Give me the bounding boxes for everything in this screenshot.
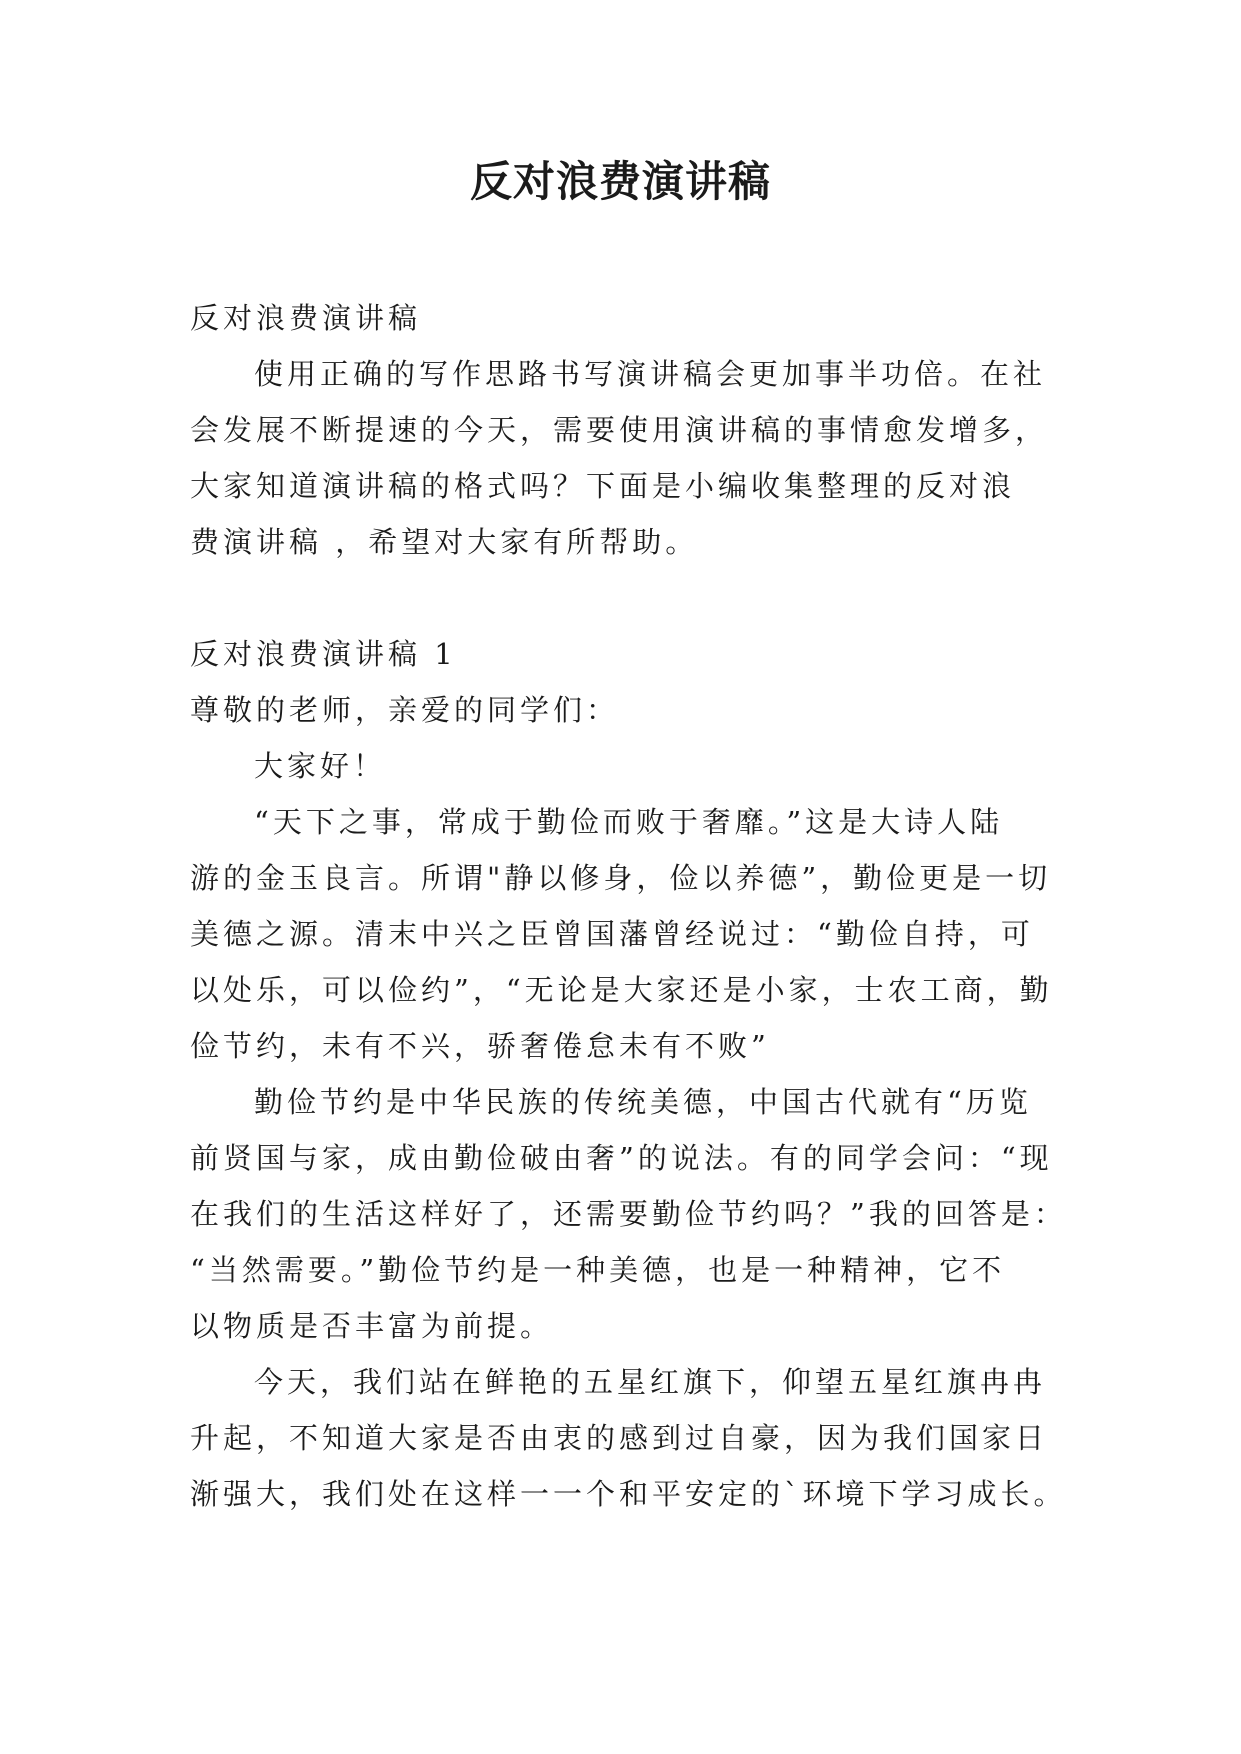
paragraph-3-line: 升起，不知道大家是否由衷的感到过自豪，因为我们国家日 — [190, 1421, 1049, 1455]
paragraph-1-line: 游的金玉良言。所谓"静以修身，俭以养德”，勤俭更是一切 — [190, 861, 1052, 895]
intro-paragraph-line: 大家知道演讲稿的格式吗？下面是小编收集整理的反对浪 — [190, 469, 1016, 503]
salutation: 尊敬的老师，亲爱的同学们： — [190, 693, 620, 727]
document-body — [190, 290, 1070, 1522]
paragraph-2-line: 以物质是否丰富为前提。 — [190, 1309, 554, 1343]
paragraph-2-line: 前贤国与家，成由勤俭破由奢”的说法。有的同学会问：“现 — [190, 1141, 1053, 1175]
paragraph-1-line: 俭节约，未有不兴，骄奢倦怠未有不败” — [190, 1029, 770, 1063]
paragraph-2-line: 勤俭节约是中华民族的传统美德，中国古代就有“历览 — [254, 1085, 1032, 1119]
intro-paragraph-line: 使用正确的写作思路书写演讲稿会更加事半功倍。在社 — [254, 357, 1047, 391]
section-heading-speech-1: 反对浪费演讲稿 1 — [190, 637, 457, 671]
paragraph-1-line: 以处乐，可以俭约”，“无论是大家还是小家，士农工商，勤 — [190, 973, 1053, 1007]
paragraph-1-line: “天下之事，常成于勤俭而败于奢靡。”这是大诗人陆 — [254, 805, 1004, 839]
intro-paragraph-line: 会发展不断提速的今天，需要使用演讲稿的事情愈发增多， — [190, 413, 1049, 447]
paragraph-gap — [190, 570, 1070, 626]
intro-paragraph-line: 费演讲稿 ，希望对大家有所帮助。 — [190, 525, 699, 559]
paragraph-3-line: 今天，我们站在鲜艳的五星红旗下，仰望五星红旗冉冉 — [254, 1365, 1047, 1399]
paragraph-1-line: 美德之源。清末中兴之臣曾国藩曾经说过：“勤俭自持，可 — [190, 917, 1034, 951]
paragraph-2-line: “当然需要。”勤俭节约是一种美德，也是一种精神，它不 — [190, 1253, 1006, 1287]
section-heading-intro: 反对浪费演讲稿 — [190, 301, 422, 335]
greeting: 大家好！ — [254, 749, 387, 783]
paragraph-2-line: 在我们的生活这样好了，还需要勤俭节约吗？”我的回答是： — [190, 1197, 1067, 1231]
paragraph-3-line: 渐强大，我们处在这样一一个和平安定的`环境下学习成长。 — [190, 1477, 1067, 1511]
document-title: 反对浪费演讲稿 — [469, 157, 771, 206]
